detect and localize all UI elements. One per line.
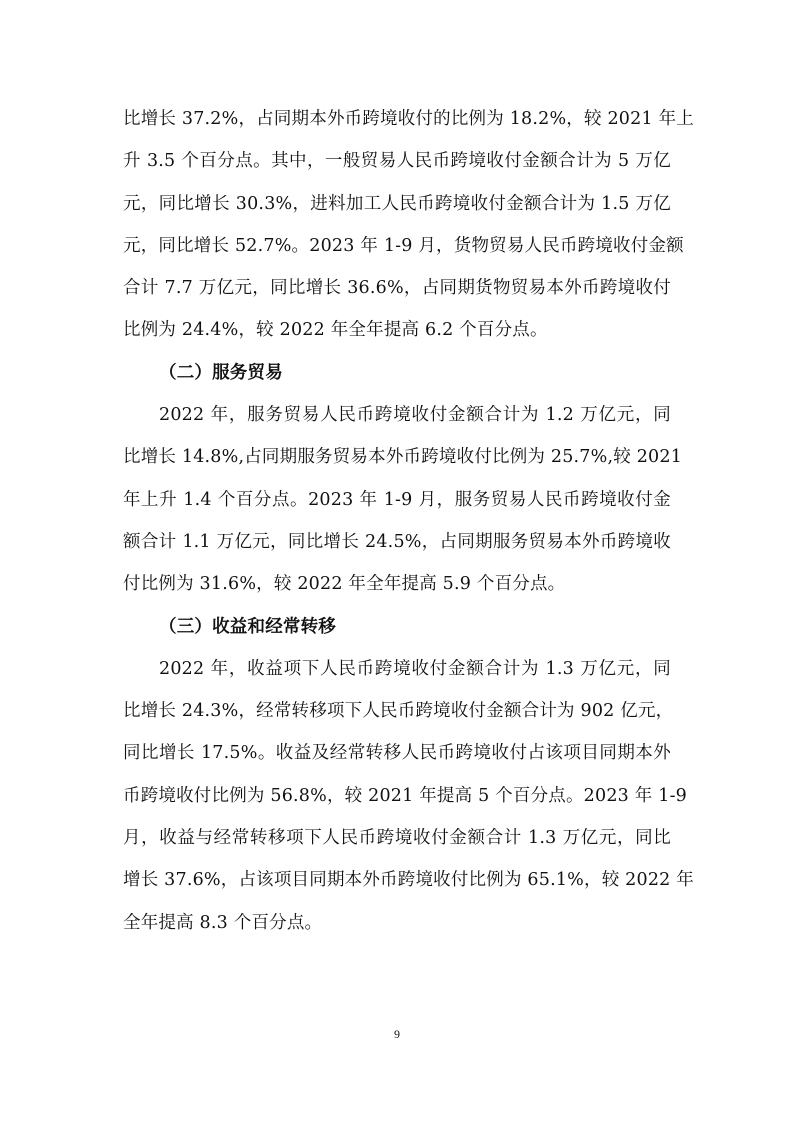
text-line: 比增长 14.8%,占同期服务贸易本外币跨境收付比例为 25.7%,较 2021 [123,447,683,468]
text-line: 增长 37.6%，占该项目同期本外币跨境收付比例为 65.1%，较 2022 年 [123,870,694,891]
page-number: 9 [394,1027,400,1041]
text-line: 币跨境收付比例为 56.8%，较 2021 年提高 5 个百分点。2023 年 1-9 [123,785,688,806]
text-line: 2022 年，服务贸易人民币跨境收付金额合计为 1.2 万亿元，同 [159,405,671,426]
text-line: 合计 7.7 万亿元，同比增长 36.6%，占同期货物贸易本外币跨境收付 [123,278,671,299]
text-line: 比增长 24.3%，经常转移项下人民币跨境收付金额合计为 902 亿元， [123,701,674,722]
text-line: 元，同比增长 30.3%，进料加工人民币跨境收付金额合计为 1.5 万亿 [123,193,671,214]
document-body [123,98,694,944]
section-heading-income-transfers: （三）收益和经常转移 [159,616,336,637]
text-line: 年上升 1.4 个百分点。2023 年 1-9 月，服务贸易人民币跨境收付金 [123,489,671,510]
text-line: 月，收益与经常转移项下人民币跨境收付金额合计 1.3 万亿元，同比 [123,828,671,849]
text-line: 比增长 37.2%，占同期本外币跨境收付的比例为 18.2%，较 2021 年上 [123,109,694,129]
text-line: 元，同比增长 52.7%。2023 年 1-9 月，货物贸易人民币跨境收付金额 [123,235,684,256]
text-line: 升 3.5 个百分点。其中，一般贸易人民币跨境收付金额合计为 5 万亿 [123,151,671,172]
paragraph-goods-trade-continued [123,98,694,352]
paragraph-income-transfers [123,648,694,944]
paragraph-service-trade [123,394,683,605]
section-heading-service-trade: （二）服务贸易 [159,362,283,383]
text-line: 全年提高 8.3 个百分点。 [123,912,323,933]
text-line: 额合计 1.1 万亿元，同比增长 24.5%，占同期服务贸易本外币跨境收 [123,531,671,552]
text-line: 比例为 24.4%，较 2022 年全年提高 6.2 个百分点。 [123,320,548,341]
text-line: 付比例为 31.6%，较 2022 年全年提高 5.9 个百分点。 [123,574,566,595]
text-line: 同比增长 17.5%。收益及经常转移人民币跨境收付占该项目同期本外 [123,743,671,764]
text-line: 2022 年，收益项下人民币跨境收付金额合计为 1.3 万亿元，同 [159,658,671,679]
